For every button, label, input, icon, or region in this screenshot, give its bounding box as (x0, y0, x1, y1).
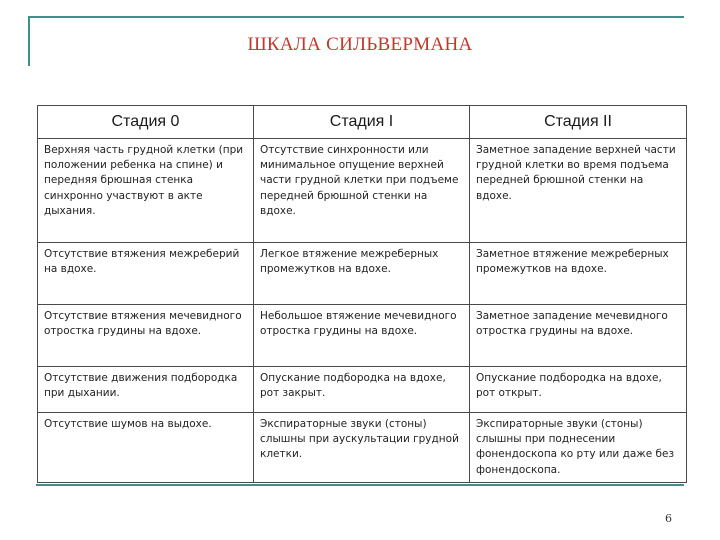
header-stage-2: Стадия II (470, 106, 687, 139)
page-number: 6 (665, 512, 672, 525)
table-row (38, 367, 687, 413)
table-cell: Легкое втяжение межреберных промежутков на вдохе. (254, 243, 470, 305)
table-cell: Заметное западение верхней части грудной клетки во время подъема передней брюшной стенки на вдохе. (470, 139, 687, 243)
table-cell: Заметное западение мечевидного отростка грудины на вдохе. (470, 305, 687, 367)
table-cell: Экспираторные звуки (стоны) слышны при поднесении фонендоскопа ко рту или даже без фонендоскопа. (470, 413, 687, 483)
table-cell: Отсутствие втяжения межреберий на вдохе. (38, 243, 254, 305)
table-cell: Отсутствие движения подбородка при дыхании. (38, 367, 254, 413)
table-cell: Отсутствие шумов на выдохе. (38, 413, 254, 483)
slide-frame-top (28, 16, 684, 18)
table-cell: Небольшое втяжение мечевидного отростка грудины на вдохе. (254, 305, 470, 367)
table-header-row (38, 106, 687, 139)
table-row (38, 139, 687, 243)
silverman-scale-table (37, 105, 687, 483)
table-row (38, 243, 687, 305)
table-row (38, 305, 687, 367)
table-cell: Отсутствие втяжения мечевидного отростка грудины на вдохе. (38, 305, 254, 367)
table-cell: Опускание подбородка на вдохе, рот открыт. (470, 367, 687, 413)
table-cell: Заметное втяжение межреберных промежутков на вдохе. (470, 243, 687, 305)
table-cell: Отсутствие синхронности или минимальное опущение верхней части грудной клетки при подъеме передней брюшной стенки на вдохе. (254, 139, 470, 243)
table-cell: Экспираторные звуки (стоны) слышны при аускультации грудной клетки. (254, 413, 470, 483)
slide-frame-bottom (36, 484, 684, 486)
table-cell: Опускание подбородка на вдохе, рот закрыт. (254, 367, 470, 413)
table-cell: Верхняя часть грудной клетки (при положении ребенка на спине) и передняя брюшная стенка синхронно участвуют в акте дыхания. (38, 139, 254, 243)
slide-title: ШКАЛА СИЛЬВЕРМАНА (247, 34, 473, 55)
header-stage-0: Стадия 0 (38, 106, 254, 139)
table-row (38, 413, 687, 483)
header-stage-1: Стадия I (254, 106, 470, 139)
